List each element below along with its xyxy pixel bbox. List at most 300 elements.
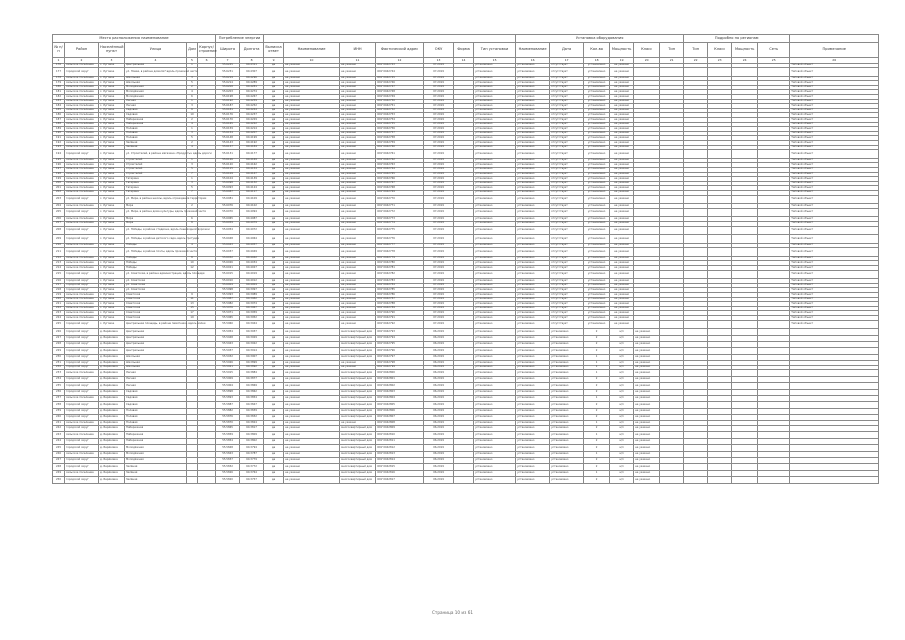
cell-col-20: не указано [634, 383, 660, 389]
cell-col-19: не указано [610, 243, 634, 248]
cell-col-10: не указано [284, 270, 340, 279]
cell-col-17: отсутствует [550, 204, 584, 209]
cell-col-9: да [264, 283, 284, 288]
cell-col-19: не указано [610, 122, 634, 127]
cell-col-2: сельское поселение [65, 204, 99, 209]
column-header-2: Район [65, 43, 99, 58]
cell-col-12: ОКУ 0042788 [376, 302, 424, 307]
cell-col-3: д. Берёзовка [99, 438, 125, 444]
cell-col-2: сельское поселение [65, 141, 99, 146]
column-number-12: 12 [376, 58, 424, 64]
cell-col-13: 06.2019 [424, 383, 454, 389]
column-header-3: Населённый пункт [99, 43, 125, 58]
cell-col-13: 07.2019 [424, 226, 454, 235]
cell-col-15: установлено [474, 293, 516, 298]
cell-col-1: 182 [53, 95, 65, 100]
cell-col-24 [732, 270, 758, 279]
cell-col-11: многоквартирный дом [340, 395, 376, 401]
cell-col-19: не указано [610, 279, 634, 284]
column-header-19: Мощность [610, 43, 634, 58]
cell-col-15: установлено [474, 395, 516, 401]
cell-col-17: отсутствует [550, 81, 584, 86]
cell-col-18: установлено [584, 113, 610, 118]
cell-col-4: Молодёжная [125, 85, 187, 90]
cell-col-1: 205 [53, 208, 65, 217]
cell-col-4: Гагарина [125, 190, 187, 195]
cell-col-4: Набережная [125, 118, 187, 123]
cell-col-7: 55.6037 [216, 248, 240, 257]
cell-col-4: Гагарина [125, 177, 187, 182]
cell-col-11: многоквартирный дом [340, 370, 376, 376]
cell-col-9: да [264, 131, 284, 136]
cell-col-10: не указано [284, 302, 340, 307]
cell-col-7: 55.6070 [216, 208, 240, 217]
cell-col-19: не указано [610, 177, 634, 182]
cell-col-18: установлено [584, 221, 610, 226]
cell-col-1: 184 [53, 104, 65, 109]
cell-col-13: 07.2019 [424, 95, 454, 100]
cell-col-1: 210 [53, 243, 65, 248]
cell-col-26: Типовой объект [790, 177, 879, 182]
cell-col-3: д. Берёзовка [99, 348, 125, 354]
cell-col-16: установлено [516, 329, 550, 335]
cell-col-13: 06.2019 [424, 365, 454, 370]
cell-col-22 [684, 195, 708, 204]
cell-col-8: 60.4192 [240, 141, 264, 146]
cell-col-8: 60.4072 [240, 226, 264, 235]
cell-col-8: 60.3839 [240, 408, 264, 414]
cell-col-4: ул. Мира, в районе дома культуры, вдоль проезжей части [125, 208, 187, 217]
cell-col-16: установлено [516, 283, 550, 288]
cell-col-1: 176 [53, 63, 65, 68]
cell-col-12: ОКУ 0042748 [376, 90, 424, 95]
cell-col-19: не указано [610, 186, 634, 191]
cell-col-15: установлено [474, 329, 516, 335]
cell-col-8: 60.4109 [240, 195, 264, 204]
cell-col-17: установлено [550, 383, 584, 389]
cell-col-7: 55.6087 [216, 190, 240, 195]
cell-col-8: 60.4222 [240, 122, 264, 127]
cell-col-4: Центральная [125, 348, 187, 354]
cell-col-20: не указано [634, 376, 660, 382]
cell-col-17: отсутствует [550, 221, 584, 226]
cell-col-9: да [264, 195, 284, 204]
cell-col-9: да [264, 190, 284, 195]
cell-col-20: не указано [634, 426, 660, 432]
cell-col-10: не указано [284, 118, 340, 123]
cell-col-10: не указано [284, 451, 340, 457]
cell-col-3: с. Луговое [99, 320, 125, 329]
cell-col-9: да [264, 186, 284, 191]
cell-col-10: не указано [284, 248, 340, 257]
column-header-18: Кол-во [584, 43, 610, 58]
cell-col-9: да [264, 177, 284, 182]
cell-col-3: с. Луговое [99, 136, 125, 141]
cell-col-13: 06.2019 [424, 335, 454, 341]
cell-col-17: отсутствует [550, 131, 584, 136]
cell-col-1: 216 [53, 279, 65, 284]
cell-col-11: не указано [340, 204, 376, 209]
cell-col-18: установлено [584, 108, 610, 113]
cell-col-10: не указано [284, 293, 340, 298]
cell-col-1: 193 [53, 145, 65, 150]
cell-col-10: не указано [284, 329, 340, 335]
cell-col-10: не указано [284, 458, 340, 464]
cell-col-21 [660, 320, 684, 329]
cell-col-8: 60.4132 [240, 181, 264, 186]
cell-col-26: Типовой объект [790, 90, 879, 95]
cell-col-7: 55.5971 [216, 311, 240, 316]
cell-col-7: 55.5893 [216, 395, 240, 401]
cell-col-5: 4 [187, 145, 198, 150]
cell-col-15: установлено [474, 348, 516, 354]
cell-col-10: не указано [284, 85, 340, 90]
cell-col-12: ОКУ 0042794 [376, 335, 424, 341]
cell-col-3: с. Луговое [99, 248, 125, 257]
cell-col-19: не указано [610, 141, 634, 146]
cell-col-16: установлено [516, 104, 550, 109]
cell-col-4: Зелёная [125, 470, 187, 476]
cell-col-15: установлено [474, 288, 516, 293]
cell-col-1: 212 [53, 256, 65, 261]
cell-col-22 [684, 270, 708, 279]
cell-col-2: сельское поселение [65, 131, 99, 136]
cell-col-12: ОКУ 0042745 [376, 76, 424, 81]
cell-col-25 [758, 195, 790, 204]
cell-col-7: 55.6176 [216, 113, 240, 118]
cell-col-4: Центральная [125, 329, 187, 335]
cell-col-11: многоквартирный дом [340, 354, 376, 360]
cell-col-2: городской округ [65, 348, 99, 354]
cell-col-5: 1 [187, 99, 198, 104]
cell-col-13: 06.2019 [424, 370, 454, 376]
cell-col-8: 60.4154 [240, 167, 264, 172]
cell-col-11: не указано [340, 177, 376, 182]
cell-col-10: не указано [284, 288, 340, 293]
cell-col-1: 239 [53, 408, 65, 414]
cell-col-22 [684, 320, 708, 329]
cell-col-18: установлено [584, 186, 610, 191]
cell-col-18: 1 [584, 470, 610, 476]
cell-col-10: не указано [284, 348, 340, 354]
cell-col-18: установлено [584, 204, 610, 209]
cell-col-7: 55.5915 [216, 370, 240, 376]
cell-col-15: установлено [474, 81, 516, 86]
cell-col-19: н/п [610, 421, 634, 426]
cell-col-16: установлено [516, 167, 550, 172]
cell-col-12: ОКУ 0042807 [376, 415, 424, 421]
cell-col-9: да [264, 68, 284, 77]
cell-col-15: установлено [474, 370, 516, 376]
cell-col-22 [684, 248, 708, 257]
cell-col-20: не указано [634, 470, 660, 476]
cell-col-11: не указано [340, 217, 376, 222]
cell-col-11: не указано [340, 181, 376, 186]
cell-col-8: 60.4147 [240, 172, 264, 177]
cell-col-3: с. Луговое [99, 181, 125, 186]
cell-col-15: установлено [474, 104, 516, 109]
cell-col-2: сельское поселение [65, 261, 99, 266]
cell-col-16: установлено [516, 131, 550, 136]
cell-col-19: не указано [610, 283, 634, 288]
cell-col-1: 190 [53, 131, 65, 136]
cell-col-2: городской округ [65, 354, 99, 360]
cell-col-24 [732, 226, 758, 235]
cell-col-7: 55.5965 [216, 316, 240, 321]
column-number-3: 3 [99, 58, 125, 64]
cell-col-17: отсутствует [550, 122, 584, 127]
cell-col-13: 07.2019 [424, 104, 454, 109]
cell-col-4: Школьная [125, 365, 187, 370]
cell-col-9: да [264, 316, 284, 321]
column-number-1: 1 [53, 58, 65, 64]
cell-col-15: установлено [474, 311, 516, 316]
cell-col-15: установлено [474, 335, 516, 341]
cell-col-15: установлено [474, 68, 516, 77]
cell-col-10: не указано [284, 311, 340, 316]
cell-col-10: не указано [284, 145, 340, 150]
cell-col-4: Строителей [125, 158, 187, 163]
cell-col-16: установлено [516, 127, 550, 132]
cell-col-12: ОКУ 0042782 [376, 270, 424, 279]
cell-col-26: Типовой объект [790, 167, 879, 172]
cell-col-25 [758, 150, 790, 159]
cell-col-1: 223 [53, 311, 65, 316]
cell-col-7: 55.6165 [216, 122, 240, 127]
cell-col-13: 07.2019 [424, 122, 454, 127]
cell-col-26: Типовой объект [790, 99, 879, 104]
cell-col-11: не указано [340, 186, 376, 191]
cell-col-18: установлено [584, 235, 610, 244]
column-number-5: 5 [187, 58, 198, 64]
cell-col-26: Типовой объект [790, 158, 879, 163]
cell-col-15: установлено [474, 297, 516, 302]
cell-col-11: не указано [340, 226, 376, 235]
cell-col-10: не указано [284, 243, 340, 248]
cell-col-10: не указано [284, 226, 340, 235]
cell-col-19: не указано [610, 297, 634, 302]
cell-col-20: не указано [634, 354, 660, 360]
cell-col-9: да [264, 204, 284, 209]
cell-col-13: 07.2019 [424, 141, 454, 146]
cell-col-9: да [264, 127, 284, 132]
cell-col-8: 60.3824 [240, 421, 264, 426]
cell-col-20: не указано [634, 458, 660, 464]
cell-col-16: установлено [516, 470, 550, 476]
cell-col-12: ОКУ 0042815 [376, 464, 424, 470]
cell-col-7: 55.5870 [216, 421, 240, 426]
cell-col-9: да [264, 297, 284, 302]
cell-col-18: 1 [584, 395, 610, 401]
cell-col-7: 55.5882 [216, 408, 240, 414]
register-body [53, 63, 879, 483]
cell-col-19: не указано [610, 195, 634, 204]
cell-col-8: 60.3764 [240, 470, 264, 476]
cell-col-1: 243 [53, 432, 65, 438]
cell-col-10: не указано [284, 163, 340, 168]
cell-col-5: 15 [187, 306, 198, 311]
cell-col-7: 55.5926 [216, 361, 240, 366]
cell-col-2: городской округ [65, 415, 99, 421]
cell-col-14 [454, 68, 474, 77]
cell-col-12: ОКУ 0042769 [376, 190, 424, 195]
cell-col-13: 07.2019 [424, 320, 454, 329]
cell-col-16: установлено [516, 99, 550, 104]
cell-col-17: отсутствует [550, 127, 584, 132]
cell-col-16: установлено [516, 451, 550, 457]
cell-col-10: не указано [284, 421, 340, 426]
cell-col-18: 2 [584, 408, 610, 414]
cell-col-17: отсутствует [550, 235, 584, 244]
cell-col-2: городской округ [65, 341, 99, 347]
cell-col-13: 07.2019 [424, 81, 454, 86]
cell-col-9: да [264, 235, 284, 244]
cell-col-3: с. Луговое [99, 108, 125, 113]
cell-col-16: установлено [516, 235, 550, 244]
cell-col-10: не указано [284, 470, 340, 476]
cell-col-7: 55.5943 [216, 341, 240, 347]
cell-col-19: не указано [610, 85, 634, 90]
cell-col-19: не указано [610, 108, 634, 113]
cell-col-2: городской округ [65, 235, 99, 244]
cell-col-19: н/п [610, 335, 634, 341]
cell-col-17: установлено [550, 421, 584, 426]
cell-col-17: установлено [550, 464, 584, 470]
cell-col-19: не указано [610, 131, 634, 136]
column-number-7: 7 [216, 58, 240, 64]
cell-col-19: н/п [610, 395, 634, 401]
cell-col-7: 55.5998 [216, 288, 240, 293]
cell-col-18: 1 [584, 451, 610, 457]
cell-col-10: не указано [284, 283, 340, 288]
cell-col-9: да [264, 361, 284, 366]
cell-col-19: не указано [610, 136, 634, 141]
cell-col-16: установлено [516, 297, 550, 302]
cell-col-11: многоквартирный дом [340, 464, 376, 470]
cell-col-12: ОКУ 0042798 [376, 361, 424, 366]
column-number-16: 16 [516, 58, 550, 64]
cell-col-15: установлено [474, 361, 516, 366]
cell-col-16: установлено [516, 306, 550, 311]
cell-col-15: установлено [474, 261, 516, 266]
cell-col-18: установлено [584, 127, 610, 132]
cell-col-9: да [264, 383, 284, 389]
cell-col-2: сельское поселение [65, 163, 99, 168]
cell-col-16: установлено [516, 145, 550, 150]
cell-col-1: 235 [53, 383, 65, 389]
cell-col-16: установлено [516, 181, 550, 186]
cell-col-15: установлено [474, 76, 516, 81]
cell-col-24 [732, 195, 758, 204]
cell-col-26: Типовой объект [790, 288, 879, 293]
cell-col-3: с. Луговое [99, 68, 125, 77]
cell-col-26: Типовой объект [790, 248, 879, 257]
cell-col-2: городской округ [65, 329, 99, 335]
cell-col-20: не указано [634, 395, 660, 401]
cell-col-2: сельское поселение [65, 85, 99, 90]
cell-col-9: да [264, 306, 284, 311]
cell-col-9: да [264, 122, 284, 127]
cell-col-11: не указано [340, 158, 376, 163]
cell-col-19: не указано [610, 235, 634, 244]
cell-col-16: установлено [516, 248, 550, 257]
cell-col-17: установлено [550, 408, 584, 414]
cell-col-19: н/п [610, 389, 634, 395]
cell-col-26: Типовой объект [790, 104, 879, 109]
cell-col-16: установлено [516, 150, 550, 159]
cell-col-1: 198 [53, 172, 65, 177]
cell-col-3: д. Берёзовка [99, 395, 125, 401]
cell-col-8: 60.4244 [240, 108, 264, 113]
cell-col-1: 200 [53, 181, 65, 186]
cell-col-18: установлено [584, 279, 610, 284]
cell-col-15: установлено [474, 470, 516, 476]
cell-col-15: установлено [474, 426, 516, 432]
cell-col-12: ОКУ 0042757 [376, 131, 424, 136]
cell-col-18: 2 [584, 389, 610, 395]
cell-col-3: с. Луговое [99, 261, 125, 266]
cell-col-11: многоквартирный дом [340, 408, 376, 414]
cell-col-2: городской округ [65, 389, 99, 395]
cell-col-15: установлено [474, 167, 516, 172]
cell-col-4: Мира [125, 221, 187, 226]
cell-col-3: д. Берёзовка [99, 389, 125, 395]
cell-col-9: да [264, 302, 284, 307]
cell-col-18: установлено [584, 136, 610, 141]
header-group-row [53, 35, 879, 43]
cell-col-2: сельское поселение [65, 127, 99, 132]
cell-col-20 [634, 248, 660, 257]
cell-col-5: 1 [187, 177, 198, 182]
cell-col-1: 245 [53, 445, 65, 451]
cell-col-17: отсутствует [550, 190, 584, 195]
cell-col-11: не указано [340, 122, 376, 127]
cell-col-17: отсутствует [550, 217, 584, 222]
column-header-12: Фактический адрес [376, 43, 424, 58]
cell-col-19: не указано [610, 208, 634, 217]
cell-col-17: отсутствует [550, 302, 584, 307]
cell-col-5: 5 [187, 81, 198, 86]
cell-col-11: многоквартирный дом [340, 451, 376, 457]
cell-col-8: 60.3832 [240, 415, 264, 421]
cell-col-9: да [264, 163, 284, 168]
cell-col-4: Советская [125, 316, 187, 321]
cell-col-18: установлено [584, 208, 610, 217]
column-header-17: Дата [550, 43, 584, 58]
cell-col-12: ОКУ 0042814 [376, 458, 424, 464]
cell-col-17: отсутствует [550, 186, 584, 191]
cell-col-3: с. Луговое [99, 306, 125, 311]
cell-col-18: установлено [584, 131, 610, 136]
column-number-8: 8 [240, 58, 264, 64]
cell-col-24 [732, 208, 758, 217]
cell-col-20: не указано [634, 329, 660, 335]
cell-col-16: установлено [516, 136, 550, 141]
cell-col-13: 07.2019 [424, 145, 454, 150]
cell-col-11: не указано [340, 283, 376, 288]
cell-col-1: 244 [53, 438, 65, 444]
cell-col-13: 07.2019 [424, 63, 454, 68]
cell-col-20: не указано [634, 464, 660, 470]
cell-col-8: 60.3884 [240, 370, 264, 376]
cell-col-8: 60.3982 [240, 297, 264, 302]
cell-col-2: сельское поселение [65, 177, 99, 182]
cell-col-7: 55.5859 [216, 432, 240, 438]
cell-col-11: многоквартирный дом [340, 389, 376, 395]
table-row [53, 477, 879, 483]
cell-col-2: сельское поселение [65, 136, 99, 141]
cell-col-24 [732, 248, 758, 257]
